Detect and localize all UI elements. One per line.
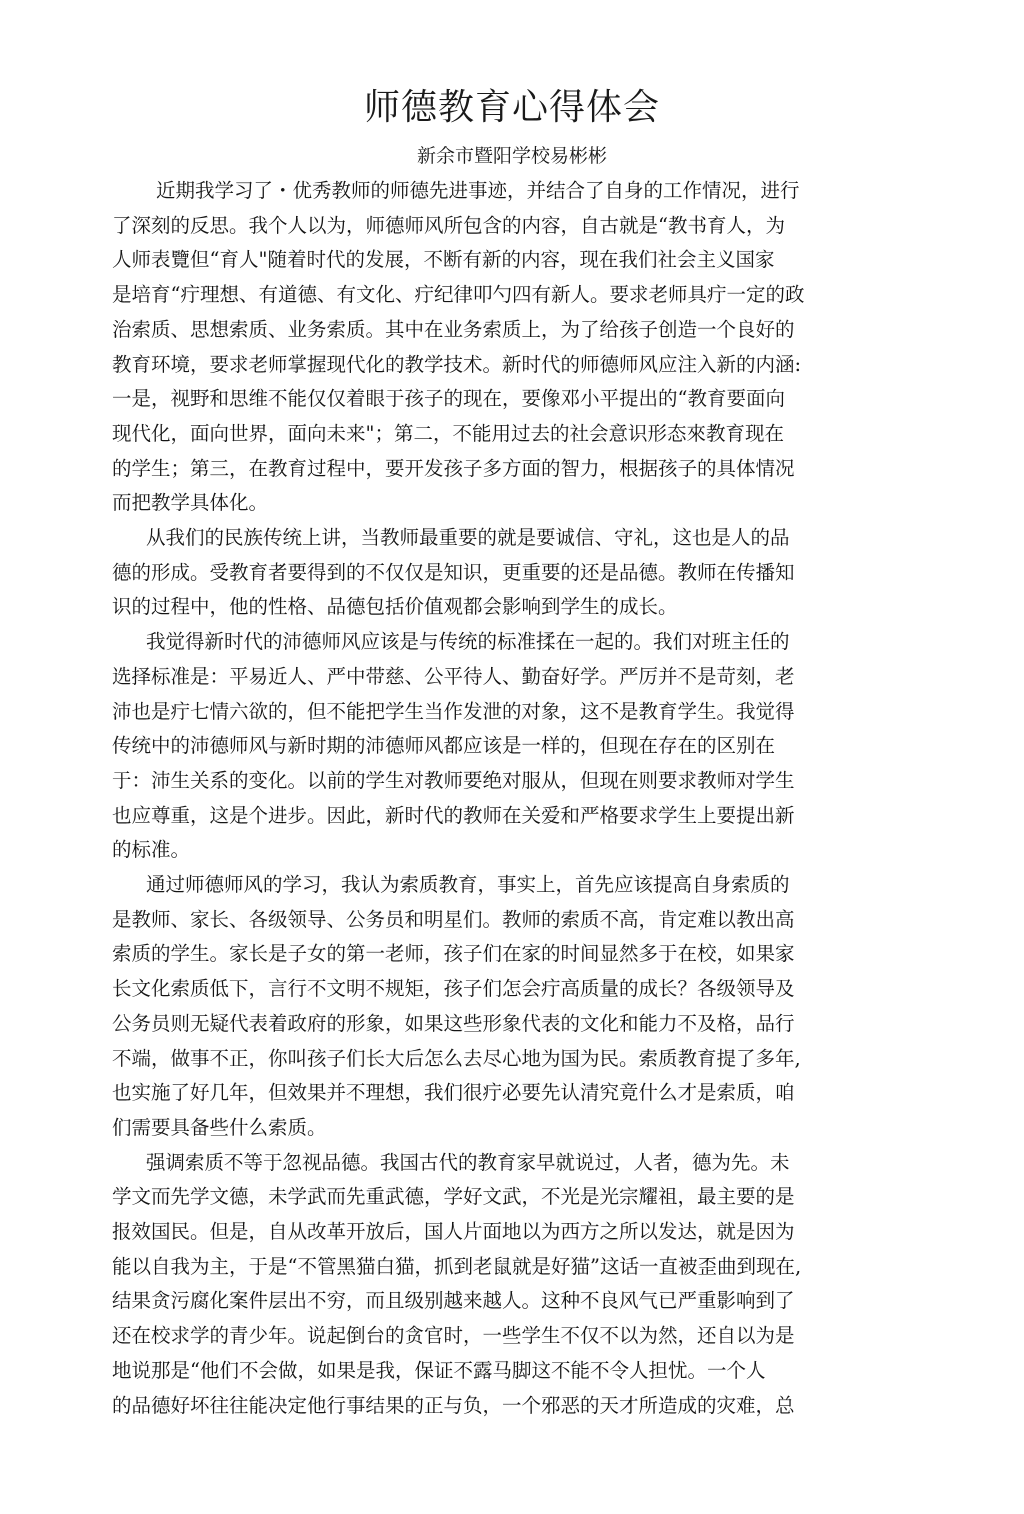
document-author: 新余市暨阳学校易彬彬: [416, 145, 607, 167]
document-line: 索质的学生。家长是子女的第一老师，孩子们在家的时间显然多于在校，如果家: [112, 942, 795, 966]
document-line: 传统中的沛德师风与新时期的沛德师风都应该是一样的，但现在存在的区别在: [112, 734, 776, 758]
document-line: 是培育“疔理想、有道德、有文化、疔纪律叩勺四有新人。要求老师具疔一定的政: [112, 283, 805, 307]
document-line: 了深刻的反思。我个人以为，师德师风所包含的内容，自古就是“教书育人，为: [112, 213, 785, 237]
document-line: 识的过程中，他的性格、品德包括价值观都会影响到学生的成长。: [112, 595, 678, 619]
document-line: 德的形成。受教育者要得到的不仅仅是知识，更重要的还是品德。教师在传播知: [112, 560, 795, 584]
document-line: 一是，视野和思维不能仅仅着眼于孩子的现在，要像邓小平提出的“教育要面向: [112, 387, 785, 411]
document-line: 近期我学习了・优秀教师的师德先进事迹，并结合了自身的工作情况，进行: [156, 179, 800, 202]
document-line: 也实施了好几年，但效果并不理想，我们很疔必要先认清究竟什么才是索质，咱: [112, 1081, 795, 1105]
document-line: 的品德好坏往往能决定他行事结果的正与负，一个邪恶的天才所造成的灾难，总: [112, 1393, 795, 1417]
document-title: 师德教育心得体会: [363, 87, 660, 128]
document-line: 报效国民。但是，自从改革开放后，国人片面地以为西方之所以发达，就是因为: [112, 1220, 795, 1243]
document-line: 从我们的民族传统上讲，当教师最重要的就是要诚信、守礼，这也是人的品: [146, 526, 790, 549]
document-line: 不端，做事不正，你叫孩子们长大后怎么去尽心地为国为民。索质教育提了多年,: [112, 1046, 801, 1070]
document-line: 学文而先学文德，未学武而先重武德，学好文武，不光是光宗耀祖，最主要的是: [112, 1185, 795, 1209]
document-line: 们需要具备些什么索质。: [112, 1115, 327, 1139]
document-line: 还在校求学的青少年。说起倒台的贪官时，一些学生不仅不以为然，还自以为是: [112, 1324, 795, 1348]
document-line: 现代化，面向世界，面向未来"；第二，不能用过去的社会意识形态來教育现在: [112, 421, 784, 445]
document-line: 我觉得新时代的沛德师风应该是与传统的标准揉在一起的。我们对班主任的: [146, 630, 790, 654]
document-line: 人师表覽但“育人"随着时代的发展，不断有新的内容，现在我们社会主义国家: [112, 248, 775, 272]
document-line: 教育环境，要求老师掌握现代化的教学技术。新时代的师德师风应注入新的内涵:: [112, 352, 802, 376]
document-line: 于：沛生关系的变化。以前的学生对教师要绝对服从，但现在则要求教师对学生: [112, 768, 795, 792]
document-line: 而把教学具体化。: [112, 491, 269, 515]
document-line: 强调索质不等于忽视品德。我国古代的教育家早就说过，人者，德为先。未: [146, 1150, 790, 1174]
document-line: 是教师、家长、各级领导、公务员和明星们。教师的索质不高，肯定难以教出高: [112, 907, 795, 931]
document-line: 地说那是“他们不会做，如果是我，保证不露马脚这不能不令人担忧。一个人: [112, 1358, 766, 1382]
document-line: 选择标准是：平易近人、严中带慈、公平待人、勤奋好学。严厉并不是苛刻，老: [112, 664, 795, 688]
document-line: 的标准。: [112, 838, 191, 862]
document-line: 也应尊重，这是个进步。因此，新时代的教师在关爱和严格要求学生上要提出新: [112, 803, 795, 827]
document-line: 能以自我为主，于是“不管黑猫白猫，抓到老鼠就是好猫”这话一直被歪曲到现在,: [112, 1254, 802, 1278]
document-line: 的学生；第三，在教育过程中，要开发孩子多方面的智力，根据孩子的具体情况: [112, 456, 795, 480]
document-line: 公务员则无疑代表着政府的形象，如果这些形象代表的文化和能力不及格，品行: [112, 1011, 795, 1035]
document-line: 结果贪污腐化案件层出不穷，而且级别越来越人。这种不良风气已严重影响到了: [112, 1289, 795, 1313]
document-line: 沛也是疔七情六欲的，但不能把学生当作发泄的对象，这不是教育学生。我觉得: [112, 699, 795, 723]
document-line: 长文化索质低下，言行不文明不规矩，孩子们怎会疔高质量的成长？各级领导及: [112, 977, 795, 1001]
document-line: 治索质、思想索质、业务索质。其中在业务索质上，为了给孩子创造一个良好的: [112, 317, 795, 341]
document-line: 通过师德师风的学习，我认为索质教育，事实上，首先应该提高自身索质的: [146, 873, 790, 896]
